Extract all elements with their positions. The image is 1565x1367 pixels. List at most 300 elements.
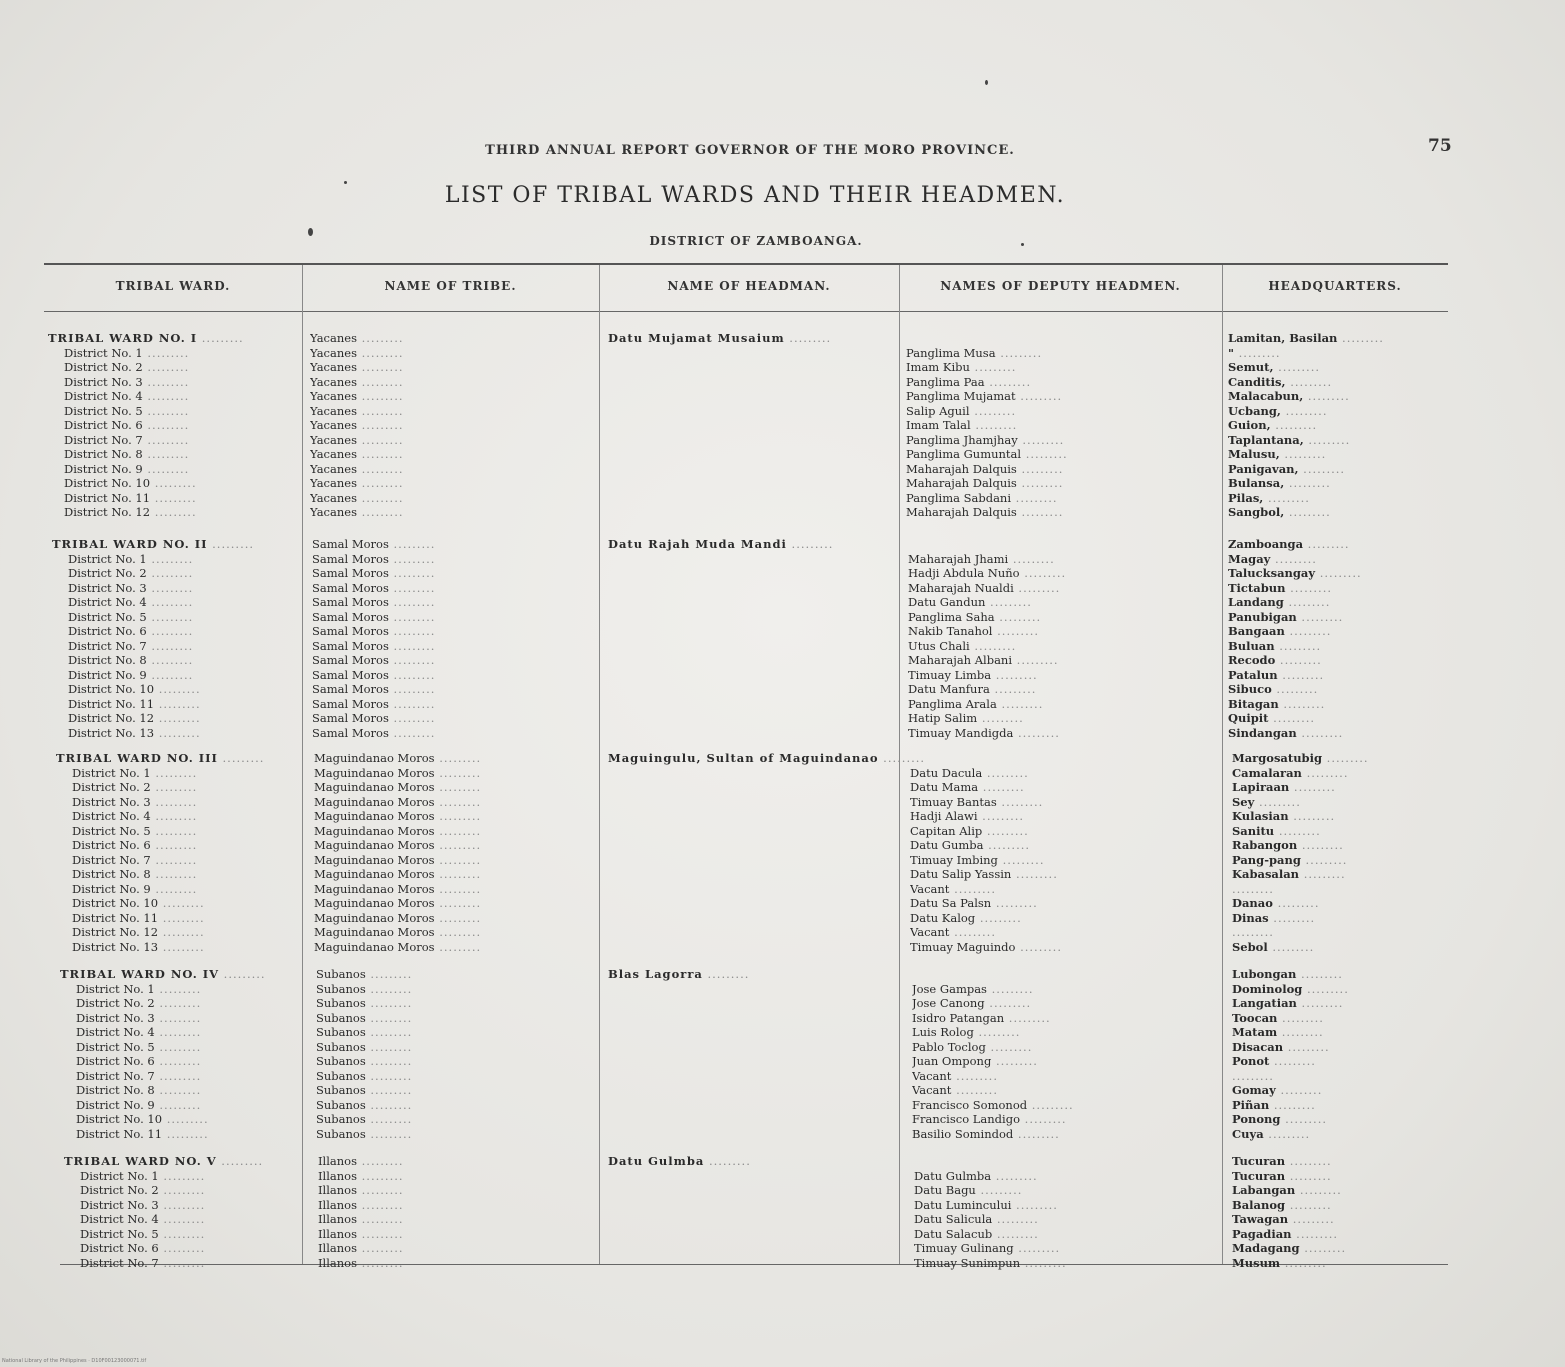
leader-dots: ......... (388, 609, 436, 624)
ward-tribe-text: Yacanes (310, 331, 357, 345)
headman-blank (608, 595, 833, 610)
leader-dots: ......... (150, 852, 198, 867)
leader-dots: ......... (146, 609, 194, 624)
headman-blank (608, 1169, 751, 1184)
district-label-text: District No. 5 (64, 403, 143, 418)
district-tribe-text: Illanos (318, 1212, 357, 1226)
leader-dots: ......... (1303, 389, 1350, 403)
deputy-name (906, 389, 1068, 404)
district-label-text: District No. 1 (64, 345, 143, 360)
leader-dots: ......... (1011, 1197, 1058, 1212)
leader-dots: ......... (142, 418, 190, 432)
leader-dots: ......... (142, 432, 190, 447)
district-hq-text: Sanitu (1232, 823, 1275, 838)
leader-dots: ......... (1013, 580, 1061, 595)
leader-dots: ......... (158, 1241, 206, 1255)
district-hq-text: Sindangan (1228, 725, 1297, 740)
hq-column (1232, 967, 1349, 1141)
headman-blank (608, 581, 833, 596)
column-header-deputies: NAMES OF DEPUTY HEADMEN. (940, 279, 1181, 293)
deputy-name-text: Utus Chali (908, 638, 970, 653)
ward-label (56, 751, 264, 766)
leader-dots: ......... (365, 1010, 413, 1025)
leader-dots: ......... (1303, 432, 1351, 447)
leader-dots: ......... (1302, 981, 1349, 996)
deputy-name-text: Datu Gandun (908, 595, 986, 609)
district-tribe-text: Maguindanao Moros (314, 925, 435, 939)
deputy-name (908, 610, 1066, 625)
deputy-name-text: Capitan Alip (910, 823, 983, 838)
leader-dots: ......... (1270, 418, 1318, 432)
headman-blank (608, 1227, 751, 1242)
leader-dots: ......... (1284, 624, 1332, 638)
headman-blank (608, 766, 925, 781)
leader-dots: ......... (1279, 447, 1327, 461)
district-hq-text: Tictabun (1228, 580, 1286, 595)
leader-dots: ......... (949, 925, 996, 939)
ward-hq (1232, 967, 1349, 982)
headman-blank (608, 711, 833, 726)
leader-dots: ......... (997, 852, 1045, 867)
leader-dots: ......... (991, 896, 1038, 910)
leader-dots: ......... (388, 551, 436, 566)
ward-hq (1228, 537, 1362, 552)
headman-blank (608, 853, 925, 868)
deputy-name (910, 824, 1062, 839)
deputy-name-text: Imam Kibu (906, 360, 970, 374)
headman-blank (608, 824, 925, 839)
leader-dots: ......... (388, 537, 436, 551)
district-tribe (310, 491, 404, 506)
leader-dots: ......... (356, 447, 404, 461)
leader-dots: ......... (434, 910, 482, 925)
headman-name (608, 1154, 751, 1169)
leader-dots: ......... (357, 1197, 404, 1212)
district-label (56, 853, 264, 868)
leader-dots: ......... (162, 1126, 209, 1141)
ward-tribe (316, 967, 412, 982)
headman-name-text: Datu Mujamat Musaium (608, 331, 785, 345)
deputy-name (908, 711, 1066, 726)
leader-dots: ......... (388, 711, 436, 725)
leader-dots: ......... (158, 1255, 206, 1270)
district-tribe (314, 766, 481, 781)
leader-dots: ......... (365, 1097, 413, 1112)
district-hq-text: Guion, (1228, 418, 1271, 432)
deputy-name-text: Pablo Toclog (912, 1039, 986, 1054)
column-header-headman: NAME OF HEADMAN. (667, 279, 831, 293)
district-tribe-text: Samal Moros (312, 696, 389, 711)
leader-dots: ......... (951, 1068, 998, 1083)
district-tribe (314, 780, 481, 795)
headman-blank (608, 418, 831, 433)
district-hq (1232, 766, 1369, 781)
deputy-name (908, 653, 1066, 668)
district-label (56, 795, 264, 810)
tribe-column (310, 331, 404, 520)
district-label (60, 1069, 266, 1084)
leader-dots: ......... (1020, 1112, 1067, 1126)
headman-blank (608, 668, 833, 683)
deputy-name-text: Panglima Gumuntal (906, 447, 1022, 461)
district-tribe (314, 925, 481, 940)
district-hq-text: Musum (1232, 1255, 1281, 1270)
ink-speck (1021, 243, 1024, 246)
leader-dots: ......... (1016, 505, 1064, 519)
leader-dots: ......... (357, 1212, 404, 1226)
ward-hq (1232, 1154, 1346, 1169)
headman-blank (608, 1212, 751, 1227)
leader-dots: ......... (1291, 1226, 1339, 1241)
headman-blank (608, 491, 831, 506)
leader-dots: ......... (434, 765, 482, 780)
deputy-name (908, 726, 1066, 741)
district-tribe (316, 1083, 412, 1098)
headman-blank (608, 566, 833, 581)
leader-dots: ......... (1284, 476, 1331, 490)
deputy-name-text: Salip Aguil (906, 403, 970, 418)
district-hq (1232, 1227, 1346, 1242)
headman-blank (608, 433, 831, 448)
deputy-name (910, 882, 1062, 897)
deputy-name (908, 552, 1066, 567)
headman-blank (608, 1083, 749, 1098)
district-label (56, 925, 264, 940)
ward-label (64, 1154, 263, 1169)
leader-dots: ......... (434, 809, 482, 823)
ward-tribe-text: Maguindanao Moros (314, 751, 435, 765)
district-tribe (314, 896, 481, 911)
leader-dots: ......... (150, 823, 198, 838)
leader-dots: ......... (357, 1255, 404, 1270)
district-hq (1232, 1169, 1346, 1184)
district-label-text: District No. 10 (64, 476, 151, 490)
deputy-name (914, 1227, 1067, 1242)
district-label-text: District No. 7 (68, 638, 147, 653)
leader-dots: ......... (158, 910, 205, 925)
deputy-blank (906, 331, 1068, 346)
deputy-name-text: Panglima Paa (906, 374, 985, 389)
deputy-name-text: Datu Salicula (914, 1212, 993, 1226)
district-hq-text: Tucuran (1232, 1168, 1286, 1183)
district-tribe (316, 1098, 412, 1113)
district-tribe (312, 682, 435, 697)
district-tribe (318, 1212, 404, 1227)
leader-dots: ......... (1298, 461, 1346, 476)
district-label (48, 375, 244, 390)
leader-dots: ......... (154, 1039, 202, 1054)
district-hq-text: Kulasian (1232, 809, 1289, 823)
district-tribe (314, 824, 481, 839)
leader-dots: ......... (154, 711, 201, 725)
district-label-text: District No. 4 (76, 1025, 155, 1039)
ward-hq (1232, 751, 1369, 766)
leader-dots: ......... (992, 1212, 1039, 1226)
leader-dots: ......... (1016, 461, 1064, 476)
district-label (60, 1098, 266, 1113)
leader-dots: ......... (996, 696, 1044, 711)
leader-dots: ......... (1263, 490, 1310, 505)
leader-dots: ......... (1288, 1212, 1335, 1226)
deputy-name (906, 375, 1068, 390)
ink-speck (344, 181, 347, 184)
deputy-name (908, 697, 1066, 712)
headman-blank (608, 1040, 749, 1055)
ward-hq (1228, 331, 1384, 346)
headman-column (608, 1154, 751, 1270)
district-hq-text: Bitagan (1228, 696, 1279, 711)
leader-dots: ......... (991, 1054, 1038, 1068)
leader-dots: ......... (388, 580, 436, 595)
district-hq-text: Lapiraan (1232, 780, 1290, 794)
deputy-name-text: Panglima Arala (908, 696, 997, 711)
deputy-name (912, 1127, 1074, 1142)
deputy-name (910, 853, 1062, 868)
district-hq (1232, 996, 1349, 1011)
leader-dots: ......... (1303, 537, 1350, 551)
district-label-text: District No. 5 (80, 1226, 159, 1241)
leader-dots: ......... (1016, 476, 1064, 490)
district-hq (1228, 697, 1362, 712)
deputy-name-text: Maharajah Nualdi (908, 580, 1014, 595)
leader-dots: ......... (207, 537, 255, 551)
headman-blank (608, 1256, 751, 1271)
ward-hq-text: Lubongan (1232, 967, 1297, 981)
deputy-name-text: Jose Gampas (912, 981, 987, 996)
deputy-name-text: Vacant (912, 1068, 952, 1083)
leader-dots: ......... (1285, 1197, 1332, 1212)
district-hq (1228, 711, 1362, 726)
leader-dots: ......... (984, 996, 1032, 1010)
deputy-name (906, 491, 1068, 506)
district-label-text: District No. 8 (68, 653, 147, 667)
deputy-name (908, 639, 1066, 654)
leader-dots: ......... (985, 1039, 1033, 1054)
headman-blank (608, 982, 749, 997)
district-tribe-text: Samal Moros (312, 624, 389, 638)
deputy-name (908, 581, 1066, 596)
ward-tribe (314, 751, 481, 766)
deputy-column (914, 1154, 1067, 1270)
district-tribe-text: Yacanes (310, 476, 357, 490)
district-label (56, 882, 264, 897)
district-tribe (318, 1241, 404, 1256)
district-label-text: District No. 12 (68, 711, 155, 725)
district-tribe-text: Maguindanao Moros (314, 881, 435, 896)
district-tribe-text: Subanos (316, 1010, 366, 1025)
district-hq (1232, 1011, 1349, 1026)
ward-tribe-text: Subanos (316, 967, 366, 981)
district-hq-text: Danao (1232, 896, 1273, 910)
leader-dots: ......... (365, 981, 413, 996)
district-label-text: District No. 1 (76, 981, 155, 996)
district-tribe (316, 1011, 412, 1026)
leader-dots: ......... (1267, 939, 1315, 954)
district-hq (1232, 1025, 1349, 1040)
deputy-name (910, 940, 1062, 955)
deputy-name (914, 1241, 1067, 1256)
deputy-name-text: Timuay Bantas (910, 794, 997, 809)
district-hq (1232, 809, 1369, 824)
leader-dots: ......... (1274, 823, 1321, 838)
district-tribe-text: Maguindanao Moros (314, 939, 435, 954)
deputy-name-text: Nakib Tanahol (908, 624, 993, 638)
leader-dots: ......... (1013, 725, 1060, 740)
district-label (48, 418, 244, 433)
leader-dots: ......... (1285, 580, 1333, 595)
leader-dots: ......... (217, 751, 265, 765)
district-hq-text: Panubigan (1228, 609, 1297, 624)
ward-label-text: TRIBAL WARD NO. III (56, 751, 218, 765)
district-tribe (310, 404, 404, 419)
ward-hq-text: Margosatubig (1232, 751, 1323, 765)
deputy-name-text: Isidro Patangan (912, 1010, 1005, 1025)
district-label-text: District No. 9 (72, 881, 151, 896)
deputy-column (910, 751, 1062, 954)
district-hq (1228, 404, 1384, 419)
leader-dots: ......... (388, 595, 436, 609)
leader-dots: ......... (1272, 896, 1320, 910)
headman-blank (608, 996, 749, 1011)
leader-dots: ......... (985, 595, 1032, 609)
leader-dots: ......... (1027, 1097, 1074, 1112)
deputy-name-text: Vacant (912, 1083, 952, 1097)
district-label (56, 809, 264, 824)
leader-dots: ......... (357, 1183, 404, 1197)
leader-dots: ......... (158, 896, 205, 910)
district-hq-text: Bangaan (1228, 624, 1285, 638)
leader-dots: ......... (1275, 1083, 1323, 1097)
leader-dots: ......... (1275, 653, 1322, 667)
leader-dots: ......... (434, 794, 482, 809)
ward-tribe (312, 537, 435, 552)
district-hq (1228, 610, 1362, 625)
district-hq (1228, 346, 1384, 361)
district-label (56, 766, 264, 781)
leader-dots: ......... (142, 374, 190, 389)
deputy-blank (912, 967, 1074, 982)
leader-dots: ......... (158, 1168, 206, 1183)
headman-name-text: Maguingulu, Sultan of Maguindanao (608, 751, 879, 765)
district-hq-text: Dominolog (1232, 981, 1303, 996)
district-hq-text: Bulansa, (1228, 476, 1285, 490)
leader-dots: ......... (356, 403, 404, 418)
deputy-name-text: Francisco Somonod (912, 1097, 1028, 1112)
district-hq-text: Disacan (1232, 1039, 1284, 1054)
district-hq-text: Recodo (1228, 653, 1276, 667)
deputy-name (908, 595, 1066, 610)
leader-dots: ......... (1263, 1126, 1311, 1141)
leader-dots: ......... (1268, 711, 1316, 725)
tribe-column (316, 967, 412, 1141)
district-label-text: District No. 3 (68, 580, 147, 595)
district-label-text: District No. 6 (76, 1054, 155, 1068)
district-label (52, 610, 254, 625)
district-tribe-text: Yacanes (310, 432, 357, 447)
district-label-text: District No. 13 (72, 939, 159, 954)
leader-dots: ......... (1285, 1154, 1332, 1168)
leader-dots: ......... (1021, 447, 1068, 461)
district-hq-text: Semut, (1228, 360, 1274, 374)
district-tribe (312, 697, 435, 712)
district-label (52, 595, 254, 610)
leader-dots: ......... (388, 667, 436, 682)
leader-dots: ......... (1280, 1112, 1328, 1126)
leader-dots: ......... (995, 345, 1043, 360)
leader-dots: ......... (1299, 1241, 1347, 1255)
tribe-column (314, 751, 481, 954)
leader-dots: ......... (1013, 1126, 1060, 1141)
leader-dots: ......... (388, 725, 436, 740)
district-hq (1232, 1098, 1349, 1113)
district-label (56, 780, 264, 795)
leader-dots: ......... (365, 996, 413, 1010)
district-tribe-text: Subanos (316, 1083, 366, 1097)
deputy-name (906, 418, 1068, 433)
headman-blank (608, 1025, 749, 1040)
leader-dots: ......... (1008, 551, 1055, 566)
district-hq (1232, 940, 1369, 955)
leader-dots: ......... (142, 403, 190, 418)
leader-dots: ......... (388, 653, 436, 667)
leader-dots: ......... (158, 1183, 206, 1197)
district-hq (1228, 682, 1362, 697)
leader-dots: ......... (1322, 751, 1369, 765)
deputy-name (910, 838, 1062, 853)
leader-dots: ......... (154, 725, 201, 740)
district-hq-text: Camalaran (1232, 765, 1302, 780)
leader-dots: ......... (356, 476, 404, 490)
district-label-text: District No. 9 (68, 667, 147, 682)
district-label-text: District No. 11 (64, 490, 151, 505)
leader-dots: ......... (1019, 566, 1067, 580)
leader-dots: ......... (388, 638, 436, 653)
district-label-text: District No. 3 (76, 1010, 155, 1025)
deputy-name-text: Panglima Jhamjhay (906, 432, 1018, 447)
leader-dots: ......... (434, 867, 482, 881)
deputy-name-text: Hatip Salim (908, 711, 978, 725)
district-hq-text: Malacabun, (1228, 389, 1304, 403)
scan-watermark: National Library of the Philippines · D10F00123000071.tif (2, 1358, 147, 1364)
district-label-text: District No. 1 (68, 551, 147, 566)
headman-blank (608, 1127, 749, 1142)
leader-dots: ......... (150, 765, 198, 780)
leader-dots: ......... (388, 566, 436, 580)
leader-dots: ......... (150, 809, 198, 823)
deputy-name (912, 1054, 1074, 1069)
district-label-text: District No. 7 (72, 852, 151, 867)
district-tribe-text: Samal Moros (312, 725, 389, 740)
district-tribe-text: Subanos (316, 1025, 366, 1039)
column-header-ward: TRIBAL WARD. (115, 279, 231, 293)
district-label-text: District No. 3 (64, 374, 143, 389)
district-label-text: District No. 11 (68, 696, 155, 711)
leader-dots: ......... (1283, 1039, 1330, 1054)
leader-dots: ......... (1013, 1241, 1061, 1255)
district-tribe-text: Maguindanao Moros (314, 823, 435, 838)
district-tribe (316, 1040, 412, 1055)
district-label-text: District No. 7 (80, 1255, 159, 1270)
leader-dots: ......... (150, 490, 197, 505)
leader-dots: ......... (1270, 551, 1317, 566)
headman-blank (608, 462, 831, 477)
column-header-hq: HEADQUARTERS. (1268, 279, 1402, 293)
district-hq-text: Matam (1232, 1025, 1278, 1039)
district-hq-text: Buluan (1228, 638, 1275, 653)
district-tribe-text: Samal Moros (312, 595, 389, 609)
district-tribe (312, 668, 435, 683)
district-hq (1228, 375, 1384, 390)
